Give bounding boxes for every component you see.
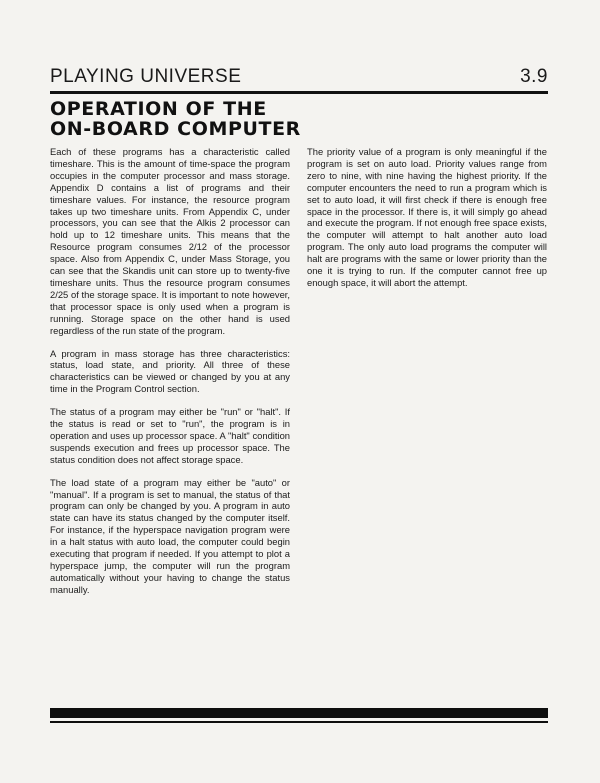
running-header <box>50 64 548 90</box>
title-line-2: ON-BOARD COMPUTER <box>50 118 301 140</box>
paragraph: The status of a program may either be "run" or "halt". If the status is read or set to "run", the program is in operation and uses up processor space. A "halt" condition suspends execution and frees up processor space. The status condition does not affect storage space. <box>50 406 290 465</box>
footer-bar <box>50 708 548 718</box>
section-name: PLAYING UNIVERSE <box>50 66 242 87</box>
page-number: 3.9 <box>520 66 548 87</box>
paragraph: A program in mass storage has three characteristics: status, load state, and priority. All three of these characteristics can be viewed or changed by you at any time in the Program Control section. <box>50 347 290 395</box>
title-line-1: OPERATION OF THE <box>50 98 267 120</box>
paragraph: Each of these programs has a characteristic called timeshare. This is the amount of time-space the program occupies in the computer processor and mass storage. Appendix D contains a list of programs and their timeshare values. For instance, the resource program takes up two timeshare units. From Appendix C, under processors, you can see that the Alkis 2 processor can hold up to 12 timeshare units. This means that the Resource program consumes 2/12 of the processor space. Also from Appendix C, under Mass Storage, you can see that the Skandis unit can store up to twenty-five timeshare units. Thus the resource program consumes 2/25 of the storage space. It is important to note however, that processor space is only used when a program is running. Storage space on the other hand is used regardless of the run state of the program. <box>50 146 290 336</box>
paragraph: The priority value of a program is only meaningful if the program is set on auto load. Priority values range from zero to nine, with nine having the highest priority. If the computer encounters the need to run a program which is set to auto load, it will first check if there is enough free space in the processor. If there is, it will simply go ahead and execute the program. If not enough free space exists, the computer will attempt to halt another auto load program. The only auto load programs the computer will halt are programs with the same or lower priority than the one it is trying to run. If the computer cannot free up enough space, it will abort the attempt. <box>307 146 547 288</box>
footer-rule <box>50 721 548 723</box>
paragraph: The load state of a program may either be "auto" or "manual". If a program is set to manual, the status of that program can only be changed by you. A program in auto state can have its status changed by the computer itself. For instance, if the hyperspace navigation program were in a halt status with auto load, the computer could begin executing that program if needed. If you attempt to plot a hyperspace jump, the computer will run the program automatically without your having to change the status manually. <box>50 476 290 595</box>
left-column <box>50 146 290 607</box>
right-column <box>307 146 547 300</box>
page-title <box>50 99 548 139</box>
header-rule <box>50 91 548 94</box>
